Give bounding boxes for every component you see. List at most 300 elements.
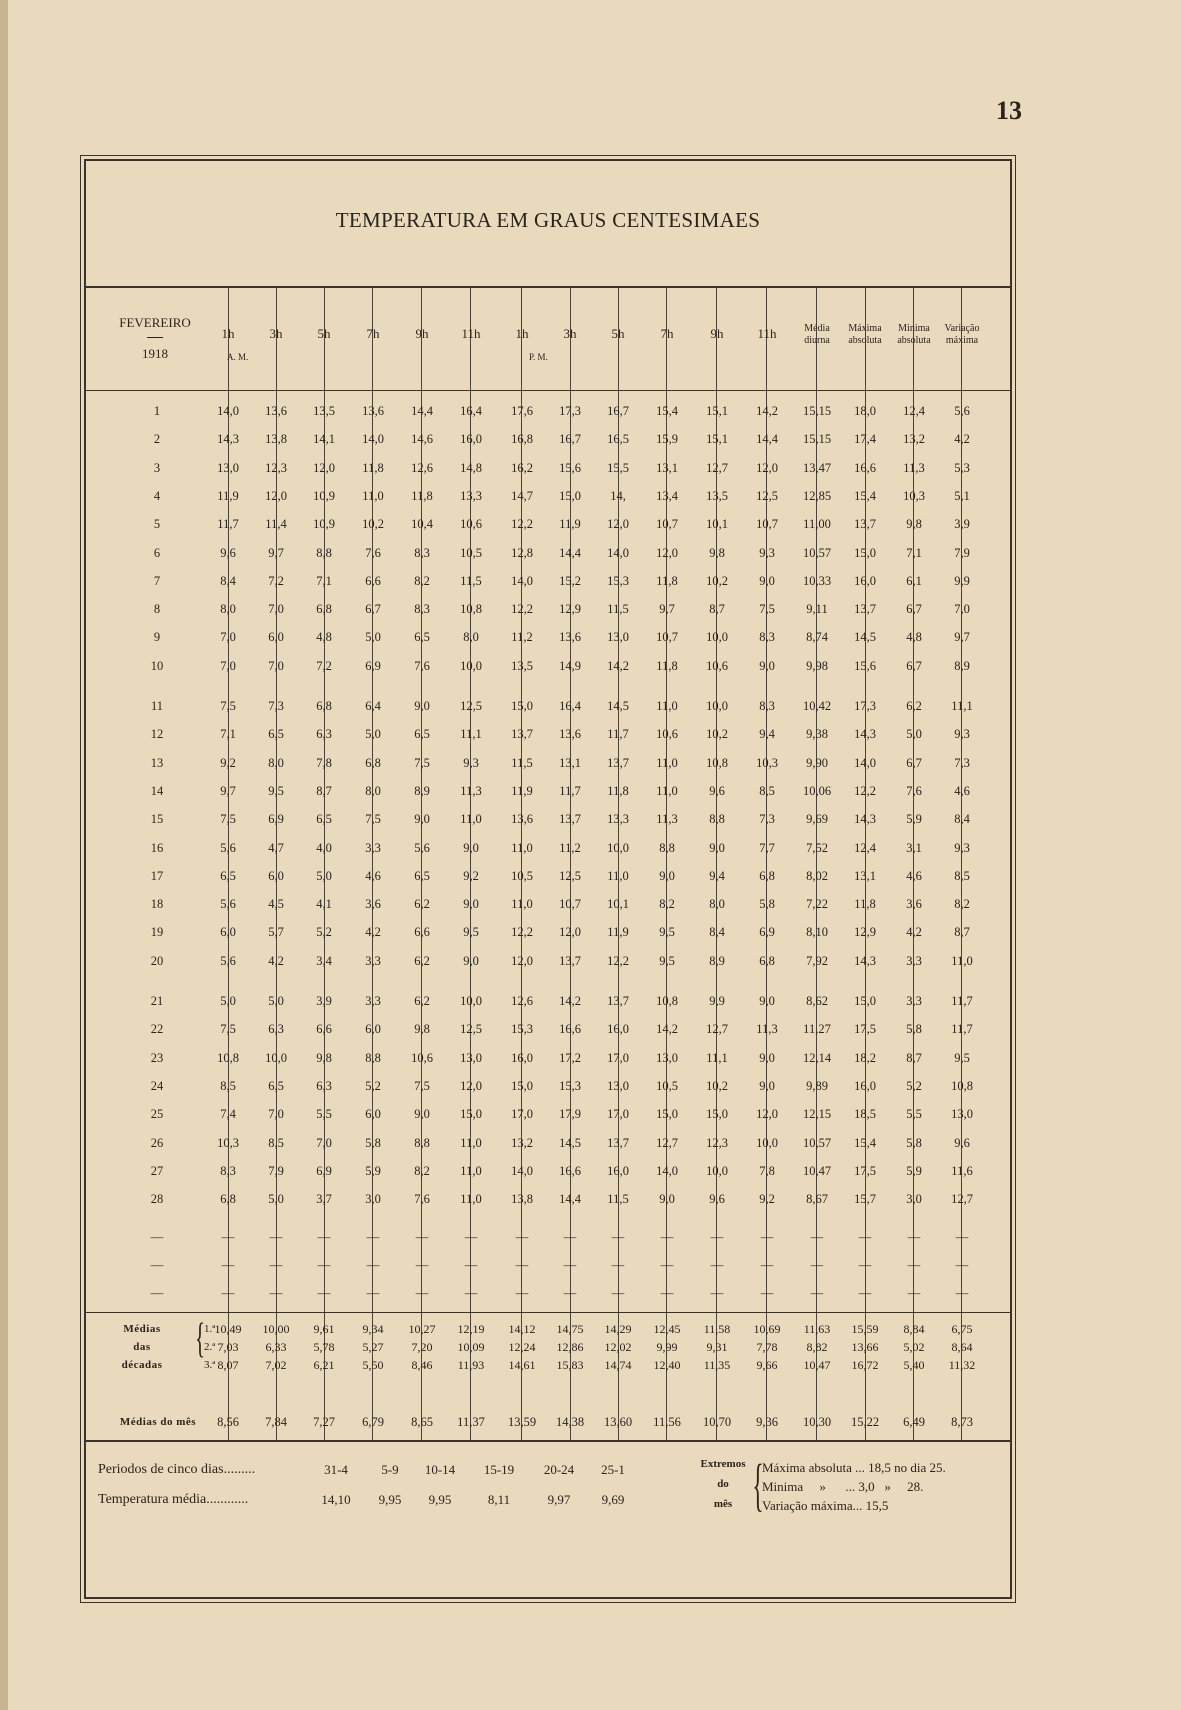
data-cell: 9,0 — [463, 840, 479, 855]
data-cell: 11,0 — [607, 868, 629, 883]
data-cell: 8,9 — [954, 658, 970, 673]
empty-row-dash: — — [366, 1258, 380, 1272]
data-cell: 9,6 — [220, 545, 236, 560]
data-cell: 17,3 — [854, 699, 876, 713]
data-cell: 9,0 — [659, 868, 675, 883]
data-cell: 12,5 — [559, 868, 581, 883]
stat-header-line2: absoluta — [848, 335, 882, 346]
data-cell: 9,0 — [759, 573, 775, 588]
data-cell: 14,3 — [854, 727, 876, 742]
month-mean-cell: 13,60 — [603, 1415, 633, 1429]
data-cell: 6,5 — [268, 727, 284, 742]
empty-row-dash: — — [660, 1230, 674, 1244]
period-range: 31-4 — [324, 1462, 348, 1477]
data-cell: 15,4 — [854, 1135, 876, 1150]
empty-row-dash: — — [810, 1230, 824, 1244]
data-cell: 12,14 — [802, 1050, 832, 1065]
data-cell: 12,2 — [511, 602, 533, 617]
data-cell: 11,9 — [511, 783, 533, 798]
data-cell: 6,3 — [316, 727, 332, 742]
data-cell: 6,8 — [759, 953, 775, 968]
data-cell: 5,2 — [906, 1078, 922, 1093]
data-cell: 15,9 — [656, 432, 678, 447]
month-label: FEVEREIRO — [119, 315, 191, 330]
data-cell: 3,3 — [365, 994, 381, 1008]
data-cell: 8,5 — [759, 783, 775, 798]
data-cell: 8,02 — [806, 868, 828, 883]
decade-number-1: 1.ª — [204, 1323, 216, 1335]
empty-row-dash: — — [611, 1258, 625, 1272]
data-cell: 9,0 — [463, 897, 479, 912]
data-cell: 11,9 — [607, 925, 629, 940]
data-cell: 6,9 — [759, 925, 775, 940]
data-cell: 14,3 — [854, 812, 876, 827]
empty-row-dash: — — [464, 1286, 478, 1300]
data-cell: 11,5 — [607, 1192, 629, 1207]
empty-row-dash: — — [515, 1286, 529, 1300]
data-cell: 11,8 — [362, 460, 384, 475]
data-cell: 10,57 — [802, 545, 832, 560]
data-cell: 12,0 — [313, 460, 335, 475]
data-cell: 11,0 — [656, 755, 678, 770]
empty-row-dash: — — [366, 1230, 380, 1244]
stat-header-line2: absoluta — [897, 335, 931, 346]
data-cell: 14,0 — [854, 755, 876, 770]
decade-mean-cell: 14,12 — [508, 1322, 536, 1336]
decade-mean-cell: 15,59 — [851, 1322, 879, 1336]
data-cell: 13,4 — [656, 488, 678, 503]
data-cell: 6,7 — [906, 755, 922, 770]
day-number: 8 — [153, 602, 161, 617]
data-cell: 5,6 — [220, 953, 236, 968]
data-cell: 7,6 — [906, 783, 922, 798]
data-cell: 7,8 — [759, 1163, 775, 1178]
data-cell: 12,0 — [511, 953, 533, 968]
decade-mean-cell: 7,20 — [411, 1340, 433, 1354]
data-cell: 9,7 — [220, 783, 236, 798]
data-cell: 15,1 — [706, 404, 728, 418]
data-cell: 10,8 — [460, 602, 482, 617]
decade-mean-cell: 13,66 — [851, 1340, 879, 1354]
data-cell: 7,6 — [365, 545, 381, 560]
data-cell: 13,6 — [362, 404, 384, 418]
empty-row-dash: — — [221, 1230, 235, 1244]
data-cell: 13,7 — [559, 812, 581, 827]
data-cell: 10,2 — [706, 573, 728, 588]
data-cell: 9,0 — [709, 840, 725, 855]
data-cell: 12,9 — [559, 602, 581, 617]
decade-mean-cell: 11,93 — [457, 1358, 485, 1372]
data-cell: 3,3 — [365, 840, 381, 855]
decade-mean-cell: 12,02 — [604, 1340, 632, 1354]
data-cell: 10,3 — [756, 755, 778, 770]
data-cell: 13,7 — [607, 755, 629, 770]
data-cell: 8,7 — [954, 925, 970, 940]
data-cell: 5,0 — [220, 994, 236, 1008]
data-cell: 6,5 — [268, 1078, 284, 1093]
empty-row-dash: — — [810, 1258, 824, 1272]
data-cell: 5,3 — [954, 460, 970, 475]
empty-row-dash: — — [563, 1258, 577, 1272]
data-cell: 6,0 — [365, 1107, 381, 1122]
header-rule — [84, 390, 1012, 391]
decade-mean-cell: 6,33 — [265, 1340, 287, 1354]
period-range: 15-19 — [483, 1462, 515, 1477]
decade-mean-cell: 14,74 — [604, 1358, 632, 1372]
day-number: 19 — [150, 925, 164, 940]
data-cell: 5,0 — [316, 868, 332, 883]
data-cell: 6,0 — [220, 925, 236, 940]
data-cell: 10,7 — [756, 517, 778, 532]
data-cell: 4,2 — [268, 953, 284, 968]
data-cell: 13,1 — [854, 868, 876, 883]
data-cell: 7,0 — [220, 630, 236, 645]
day-number: 13 — [150, 755, 164, 770]
data-cell: 11,5 — [511, 755, 533, 770]
empty-row-dash: — — [611, 1286, 625, 1300]
data-cell: 9,3 — [759, 545, 775, 560]
data-cell: 8,8 — [365, 1050, 381, 1065]
data-cell: 14,5 — [607, 699, 629, 713]
data-cell: 13,3 — [460, 488, 482, 503]
data-cell: 7,3 — [759, 812, 775, 827]
empty-row-dash: — — [221, 1286, 235, 1300]
data-cell: 11,1 — [951, 699, 973, 713]
data-cell: 12,2 — [854, 783, 876, 798]
data-cell: 4,7 — [268, 840, 284, 855]
decade-mean-cell: 14,61 — [508, 1358, 536, 1372]
decade-mean-cell: 8,84 — [903, 1322, 925, 1336]
data-cell: 4,6 — [954, 783, 970, 798]
page-number: 13 — [996, 96, 1022, 125]
data-cell: 8,5 — [268, 1135, 284, 1150]
day-number: 9 — [153, 630, 161, 645]
data-cell: 7,0 — [268, 1107, 284, 1122]
data-cell: 6,2 — [414, 953, 430, 968]
data-cell: 13,6 — [559, 630, 581, 645]
data-cell: 13,0 — [607, 1078, 629, 1093]
data-cell: 9,90 — [806, 755, 828, 770]
data-cell: 8,0 — [268, 755, 284, 770]
data-cell: 15,6 — [559, 460, 581, 475]
empty-row-dash: — — [563, 1286, 577, 1300]
data-cell: 8,7 — [709, 602, 725, 617]
data-cell: 11,0 — [460, 812, 482, 827]
data-cell: 8,62 — [806, 994, 828, 1008]
data-cell: 13,0 — [656, 1050, 678, 1065]
data-cell: 13,3 — [607, 812, 629, 827]
decade-mean-cell: 10,27 — [408, 1322, 436, 1336]
hour-header: 11h — [757, 326, 777, 341]
data-cell: 10,3 — [217, 1135, 239, 1150]
data-cell: 8,67 — [806, 1192, 828, 1207]
data-cell: 6,3 — [316, 1078, 332, 1093]
data-cell: 8,7 — [316, 783, 332, 798]
data-cell: 14,4 — [559, 545, 581, 560]
data-cell: 10,4 — [411, 517, 433, 532]
data-cell: 12,0 — [460, 1078, 482, 1093]
empty-row-dash: — — [415, 1258, 429, 1272]
data-cell: 7,0 — [316, 1135, 332, 1150]
data-cell: 8,4 — [709, 925, 725, 940]
decade-mean-cell: 10,69 — [753, 1322, 781, 1336]
data-cell: 3,9 — [316, 994, 332, 1008]
data-cell: 11,0 — [460, 1163, 482, 1178]
data-cell: 9,9 — [709, 994, 725, 1008]
data-cell: 13,0 — [217, 460, 239, 475]
data-cell: 11,27 — [803, 1022, 831, 1037]
data-cell: 11,7 — [559, 783, 581, 798]
data-cell: 13,1 — [656, 460, 678, 475]
data-cell: 7,1 — [316, 573, 332, 588]
month-mean-cell: 11,37 — [457, 1415, 485, 1429]
data-cell: 8,10 — [806, 925, 828, 940]
data-cell: 15,3 — [511, 1022, 533, 1037]
hour-header: 1h — [221, 326, 235, 341]
data-cell: 10,6 — [656, 727, 678, 742]
data-cell: 13,1 — [559, 755, 581, 770]
decade-mean-cell: 12,86 — [556, 1340, 584, 1354]
empty-row-dash: — — [317, 1286, 331, 1300]
data-cell: 5,0 — [268, 1192, 284, 1207]
empty-row-dash: — — [415, 1230, 429, 1244]
data-cell: 14,9 — [559, 658, 581, 673]
data-cell: 9,2 — [759, 1192, 775, 1207]
data-cell: 11,5 — [607, 602, 629, 617]
data-cell: 8,3 — [414, 545, 430, 560]
data-cell: 14,5 — [854, 630, 876, 645]
data-cell: 9,3 — [463, 755, 479, 770]
data-cell: 5,2 — [316, 925, 332, 940]
data-cell: 15,3 — [559, 1078, 581, 1093]
day-number: 1 — [153, 404, 161, 418]
data-cell: 10,0 — [706, 630, 728, 645]
data-cell: 16,0 — [607, 1022, 629, 1037]
data-cell: 9,8 — [414, 1022, 430, 1037]
data-cell: 13,7 — [854, 602, 876, 617]
empty-row-dash: — — [858, 1286, 872, 1300]
data-cell: 14,4 — [756, 432, 778, 447]
empty-row-dash: — — [760, 1286, 774, 1300]
data-cell: 5,6 — [220, 840, 236, 855]
data-cell: 9,0 — [414, 699, 430, 713]
empty-row-dash: — — [955, 1258, 969, 1272]
data-cell: 14,4 — [411, 404, 433, 418]
data-cell: 13,0 — [460, 1050, 482, 1065]
data-cell: 14,0 — [511, 1163, 533, 1178]
data-cell: 9,0 — [659, 1192, 675, 1207]
month-mean-cell: 8,56 — [217, 1415, 239, 1429]
data-cell: 9,5 — [463, 925, 479, 940]
data-cell: 14,1 — [313, 432, 335, 447]
empty-row-dash: — — [221, 1258, 235, 1272]
data-cell: 7,5 — [365, 812, 381, 827]
empty-row-dash: — — [563, 1230, 577, 1244]
data-cell: 10,0 — [460, 994, 482, 1008]
decade-mean-cell: 5,50 — [362, 1358, 384, 1372]
decade-mean-cell: 12,45 — [653, 1322, 681, 1336]
data-cell: 11,4 — [265, 517, 287, 532]
data-cell: 7,4 — [220, 1107, 236, 1122]
data-cell: 5,2 — [365, 1078, 381, 1093]
month-mean-cell: 14,38 — [555, 1415, 585, 1429]
empty-row-dash: — — [515, 1258, 529, 1272]
data-cell: 11,0 — [656, 699, 678, 713]
extremos-label-3: mês — [713, 1498, 733, 1510]
empty-row-dash: — — [366, 1286, 380, 1300]
data-cell: 14,6 — [411, 432, 433, 447]
data-cell: 10,6 — [411, 1050, 433, 1065]
data-cell: 17,3 — [559, 404, 581, 418]
decade-mean-cell: 6,75 — [951, 1322, 973, 1336]
data-cell: 8,9 — [414, 783, 430, 798]
data-cell: 12,6 — [411, 460, 433, 475]
data-cell: 13,0 — [951, 1107, 973, 1122]
page-title: TEMPERATURA EM GRAUS CENTESIMAES — [335, 208, 761, 232]
data-cell: 8,4 — [220, 573, 236, 588]
data-cell: 15,0 — [460, 1107, 482, 1122]
decade-mean-cell: 11,35 — [703, 1358, 731, 1372]
data-cell: 9,3 — [954, 727, 970, 742]
data-cell: 13,7 — [607, 994, 629, 1008]
data-cell: 7,5 — [220, 699, 236, 713]
data-cell: 9,7 — [659, 602, 675, 617]
day-number: 15 — [150, 812, 164, 827]
data-cell: 9,5 — [954, 1050, 970, 1065]
data-cell: 7,6 — [414, 1192, 430, 1207]
decade-mean-cell: 10,47 — [803, 1358, 831, 1372]
period-mean-temp: 9,97 — [547, 1492, 571, 1507]
title-rule — [84, 286, 1012, 288]
data-cell: 13,7 — [511, 727, 533, 742]
data-cell: 15,3 — [607, 573, 629, 588]
data-cell: 5,5 — [316, 1107, 332, 1122]
hour-header: 7h — [366, 326, 380, 341]
data-cell: 10,6 — [460, 517, 482, 532]
data-cell: 5,6 — [220, 897, 236, 912]
data-cell: 14,2 — [656, 1022, 678, 1037]
data-cell: 7,9 — [268, 1163, 284, 1178]
data-cell: 4,2 — [954, 432, 970, 447]
data-cell: 9,7 — [268, 545, 284, 560]
day-number: 5 — [153, 517, 161, 532]
data-cell: 10,8 — [706, 755, 728, 770]
data-cell: 17,4 — [854, 432, 876, 447]
data-cell: 11,8 — [854, 897, 876, 912]
data-cell: 9,98 — [806, 658, 828, 673]
day-number: 21 — [150, 994, 164, 1008]
data-cell: 6,9 — [365, 658, 381, 673]
data-cell: 11,8 — [656, 573, 678, 588]
page-edge — [0, 0, 8, 1710]
decade-mean-cell: 11,32 — [948, 1358, 976, 1372]
data-cell: 15,0 — [656, 1107, 678, 1122]
data-cell: 5,1 — [954, 488, 970, 503]
day-number: 11 — [150, 699, 164, 713]
data-cell: 6,8 — [316, 699, 332, 713]
data-cell: 8,5 — [220, 1078, 236, 1093]
data-cell: 12,8 — [511, 545, 533, 560]
data-cell: 10,0 — [460, 658, 482, 673]
decade-number-3: 3.ª — [204, 1359, 216, 1371]
data-cell: 6,5 — [414, 868, 430, 883]
data-cell: 12,7 — [706, 460, 728, 475]
hour-header: 5h — [611, 326, 625, 341]
data-cell: 7,5 — [220, 812, 236, 827]
data-cell: 10,5 — [656, 1078, 678, 1093]
data-cell: 10,9 — [313, 488, 335, 503]
extremos-brace: { — [752, 1452, 764, 1517]
data-cell: 12,0 — [265, 488, 287, 503]
data-cell: 12,3 — [265, 460, 287, 475]
month-mean-cell: 11,56 — [653, 1415, 681, 1429]
data-cell: 7,1 — [906, 545, 922, 560]
empty-row-dash: — — [907, 1286, 921, 1300]
data-cell: 6,1 — [906, 573, 922, 588]
month-mean-cell: 10,70 — [702, 1415, 732, 1429]
data-cell: 9,8 — [906, 517, 922, 532]
decade-mean-cell: 8,46 — [411, 1358, 433, 1372]
data-cell: 3,4 — [316, 953, 332, 968]
data-cell: 13,5 — [511, 658, 533, 673]
data-cell: 13,2 — [511, 1135, 533, 1150]
data-cell: 15,0 — [854, 545, 876, 560]
data-cell: 15,15 — [802, 404, 832, 418]
month-mean-cell: 7,27 — [313, 1415, 335, 1429]
month-mean-cell: 8,73 — [951, 1415, 973, 1429]
data-cell: 13,7 — [607, 1135, 629, 1150]
data-cell: 6,8 — [759, 868, 775, 883]
medias-label-3: décadas — [121, 1359, 163, 1371]
day-number: 20 — [150, 953, 164, 968]
data-cell: 9,0 — [463, 953, 479, 968]
data-cell: 10,7 — [559, 897, 581, 912]
hour-header: 9h — [415, 326, 429, 341]
empty-row-dash: — — [150, 1286, 164, 1300]
data-cell: 9,2 — [220, 755, 236, 770]
data-cell: 11,7 — [951, 1022, 973, 1037]
data-cell: 9,38 — [806, 727, 828, 742]
data-cell: 4,2 — [906, 925, 922, 940]
data-cell: 5,6 — [414, 840, 430, 855]
data-cell: 7,5 — [220, 1022, 236, 1037]
data-cell: 18,2 — [854, 1050, 876, 1065]
decade-number-2: 2.ª — [204, 1341, 216, 1353]
data-cell: 17,5 — [854, 1022, 876, 1037]
data-cell: 4,8 — [316, 630, 332, 645]
data-cell: 4,6 — [906, 868, 922, 883]
stat-header-line1: Variação — [944, 323, 980, 334]
data-cell: 6,6 — [365, 573, 381, 588]
data-cell: 11,7 — [607, 727, 629, 742]
data-cell: 16,8 — [511, 432, 533, 447]
hour-header: 9h — [710, 326, 724, 341]
data-cell: 6,8 — [316, 602, 332, 617]
data-cell: 13,6 — [559, 727, 581, 742]
data-cell: 9,0 — [414, 1107, 430, 1122]
data-cell: 14,0 — [607, 545, 629, 560]
data-cell: 13,5 — [706, 488, 728, 503]
data-cell: 8,4 — [954, 812, 970, 827]
data-cell: 7,52 — [806, 840, 828, 855]
empty-row-dash: — — [660, 1286, 674, 1300]
day-number: 27 — [150, 1163, 164, 1178]
data-cell: 5,0 — [268, 994, 284, 1008]
data-cell: 12,0 — [756, 1107, 778, 1122]
data-cell: 14,0 — [362, 432, 384, 447]
month-mean-cell: 13,59 — [507, 1415, 537, 1429]
month-mean-cell: 8,65 — [411, 1415, 433, 1429]
